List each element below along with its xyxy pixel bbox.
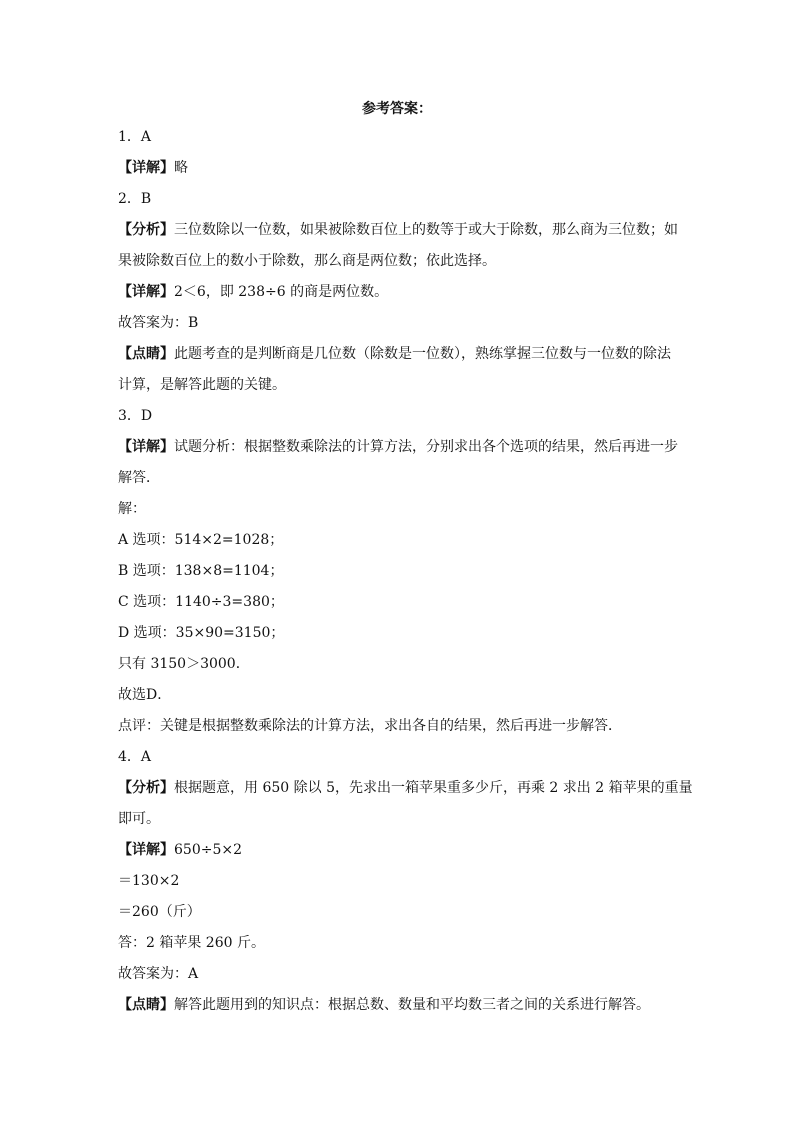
line-text: 点评：关键是根据整数乘除法的计算方法，求出各自的结果，然后再进一步解答． [118, 718, 622, 734]
answer-content [118, 122, 693, 1021]
answer-line [118, 649, 678, 680]
line-text: 2．B [118, 191, 152, 207]
section-tag: 【详解】 [118, 284, 174, 300]
section-tag: 【分析】 [118, 222, 174, 238]
line-text: 3．D [118, 408, 153, 424]
line-text: 故答案为：A [118, 966, 199, 982]
answer-line [118, 184, 678, 215]
section-tag: 【详解】 [118, 842, 174, 858]
line-text: 计算，是解答此题的关键。 [118, 377, 286, 393]
answer-line [118, 959, 678, 990]
section-tag: 【详解】 [118, 160, 174, 176]
section-tag: 【点睛】 [118, 346, 174, 362]
answer-line [118, 432, 678, 463]
line-text: 2＜6，即 238÷6 的商是两位数。 [174, 284, 389, 300]
line-text: 即可。 [118, 811, 160, 827]
answer-line [118, 215, 678, 246]
answer-line [118, 928, 678, 959]
answer-line [118, 525, 678, 556]
line-text: 只有 3150＞3000． [118, 656, 250, 672]
line-text: B 选项：138×8=1104； [118, 563, 284, 579]
answer-line [118, 339, 678, 370]
line-text: A 选项：514×2=1028； [118, 532, 284, 548]
answer-line [118, 308, 678, 339]
section-tag: 【点睛】 [118, 997, 174, 1013]
line-text: 1．A [118, 129, 152, 145]
line-text: 故选D． [118, 687, 172, 703]
answer-line [118, 773, 693, 804]
answer-line [118, 370, 678, 401]
line-text: ＝130×2 [118, 873, 180, 889]
answer-line [118, 277, 678, 308]
line-text: 此题考查的是判断商是几位数（除数是一位数），熟练掌握三位数与一位数的除法 [174, 346, 671, 362]
line-text: 解： [118, 501, 146, 517]
answer-line [118, 680, 678, 711]
line-text: 答：2 箱苹果 260 斤。 [118, 935, 265, 951]
answer-line [118, 804, 678, 835]
answer-line [118, 990, 678, 1021]
answer-line [118, 866, 678, 897]
answer-line [118, 897, 678, 928]
answer-line [118, 401, 678, 432]
section-tag: 【分析】 [118, 780, 174, 796]
line-text: 解答． [118, 470, 160, 486]
line-text: 650÷5×2 [174, 842, 242, 858]
line-text: C 选项：1140÷3=380； [118, 594, 284, 610]
line-text: 解答此题用到的知识点：根据总数、数量和平均数三者之间的关系进行解答。 [174, 997, 650, 1013]
answer-line [118, 618, 678, 649]
line-text: 4．A [118, 749, 152, 765]
answer-line [118, 494, 678, 525]
answer-line [118, 246, 678, 277]
line-text: 略 [174, 160, 188, 176]
line-text: 果被除数百位上的数小于除数，那么商是两位数；依此选择。 [118, 253, 496, 269]
answer-line [118, 711, 678, 742]
answer-line [118, 153, 678, 184]
line-text: D 选项：35×90=3150； [118, 625, 285, 641]
line-text: 根据题意，用 650 除以 5，先求出一箱苹果重多少斤，再乘 2 求出 2 箱苹果的重量 [174, 780, 693, 796]
answer-line [118, 556, 678, 587]
answer-line [118, 742, 678, 773]
answer-line [118, 463, 678, 494]
line-text: 三位数除以一位数，如果被除数百位上的数等于或大于除数，那么商为三位数；如 [174, 222, 678, 238]
line-text: ＝260（斤） [118, 904, 201, 920]
answer-line [118, 122, 678, 153]
line-text: 故答案为：B [118, 315, 199, 331]
line-text: 试题分析：根据整数乘除法的计算方法，分别求出各个选项的结果，然后再进一步 [174, 439, 678, 455]
page-title: 参考答案： [362, 101, 432, 117]
section-tag: 【详解】 [118, 439, 174, 455]
answer-line [118, 587, 678, 618]
answer-line [118, 835, 678, 866]
